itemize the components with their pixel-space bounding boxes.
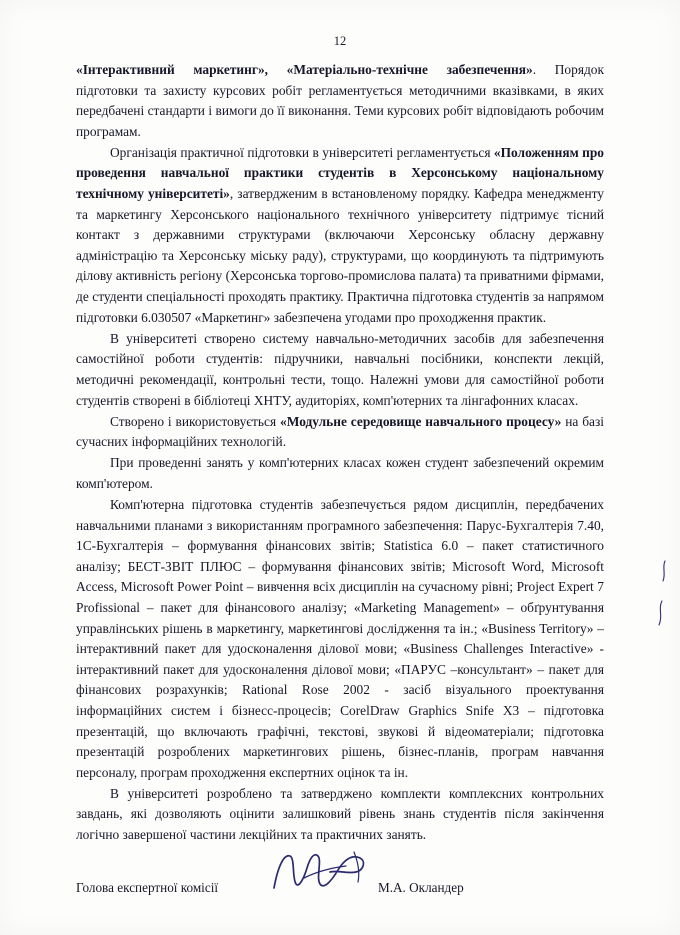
paragraph: [76, 453, 604, 494]
document-body: [76, 60, 604, 846]
body-text: , затвердженим в встановленому порядку. Кафедра менеджменту та маркетингу Херсонського національного технічного університету підтримує тісний контакт з державними структурами (включаючи Херсонську обласну державну адміністрацію та Херсонську міську раду), структурами, що координують та підтримують ділову активність регіону (Херсонська торгово-промислова палата) та приватними фірмами, де студенти спеціальності проходять практику. Практична підготовка студентів за напрямом підготовки 6.030507 «Маркетинг» забезпечена угодами про проходження практик.: [76, 186, 604, 325]
page-number: 12: [333, 34, 347, 48]
paragraph: [76, 143, 604, 328]
body-text: Комп'ютерна підготовка студентів забезпечується рядом дисциплін, передбачених навчальними планами з використанням програмного забезпечення: Парус-Бухгалтерія 7.40, 1С-Бухгалтерія – формування фінансових звітів; Statistica 6.0 – пакет статистичного аналізу; БЕСТ-ЗВІТ ПЛЮС – формування фінансових звітів; Microsoft Word, Microsoft Access, Microsoft Power Point – вивчення всіх дисциплін на сучасному рівні; Project Expert 7 Profissional – пакет для фінансового аналізу; «Marketing Management» – обґрунтування управлінських рішень в маркетингу, маркетингові дослідження та ін.; «Business Territory» – інтерактивний пакет для удосконалення ділової мови; «Business Challenges Interactive» - інтерактивний пакет для удосконалення ділової мови; «ПАРУС –консультант» – пакет для фінансових розрахунків; Rational Rose 2002 - засіб візуального проектування інформаційних систем і бізнесс-процесів; CorelDraw Graphics Snife X3 – підготовка презентацій, що включають графічні, текстові, звукові й відеоматеріали; підготовка презентацій розроблених маркетингових рішень, бізнес-планів, програм навчання персоналу, програм проходження експертних оцінок та ін.: [76, 496, 604, 780]
body-text: на базі сучасних інформаційних технологій.: [76, 413, 604, 450]
body-text: Створено і використовується: [110, 413, 281, 429]
signature-role-label: Голова експертної комісії: [76, 880, 219, 895]
emphasis-text: «Модульне середовище навчального процесу»: [280, 413, 562, 429]
signature-scribble-icon: [268, 848, 378, 894]
paragraph: [76, 329, 604, 411]
signature-name: М.А. Окландер: [378, 880, 464, 895]
body-text: Організація практичної підготовки в університеті регламентується: [110, 144, 494, 160]
body-text: . Порядок підготовки та захисту курсових робіт регламентується методичними вказівками, в яких передбачені стандарти і вимоги до її виконання. Теми курсових робіт відповідають робочим програмам.: [76, 62, 604, 139]
paragraph: [76, 784, 604, 846]
paragraph: [76, 412, 604, 453]
paragraph: [76, 495, 604, 783]
signature-block: [76, 872, 604, 912]
emphasis-text: «Положенням про проведення навчальної практики студентів в Херсонському національному технічному університеті»: [76, 144, 604, 202]
body-text: В університеті створено систему навчально-методичних засобів для забезпечення самостійної роботи студентів: підручники, навчальні посібники, конспекти лекцій, методичні рекомендації, контрольні тести, тощо. Належні умови для самостійної роботи студентів створені в бібліотеці ХНТУ, аудиторіях, комп'ютерних та лінгафонних класах.: [76, 330, 604, 408]
margin-ink-mark-2-icon: [655, 600, 665, 626]
body-text: В університеті розроблено та затверджено комплекти комплексних контрольних завдань, які дозволяють оцінити залишковий рівень знань студентів після закінчення логічно завершеної частини лекційних та практичних занять.: [76, 785, 604, 842]
body-text: При проведенні занять у комп'ютерних класах кожен студент забезпечений окремим комп'ютером.: [76, 455, 604, 491]
paragraph: [76, 60, 604, 142]
emphasis-text: «Інтерактивний маркетинг», «Матеріально-технічне забезпечення»: [76, 62, 533, 77]
margin-ink-mark-icon: [660, 560, 668, 582]
